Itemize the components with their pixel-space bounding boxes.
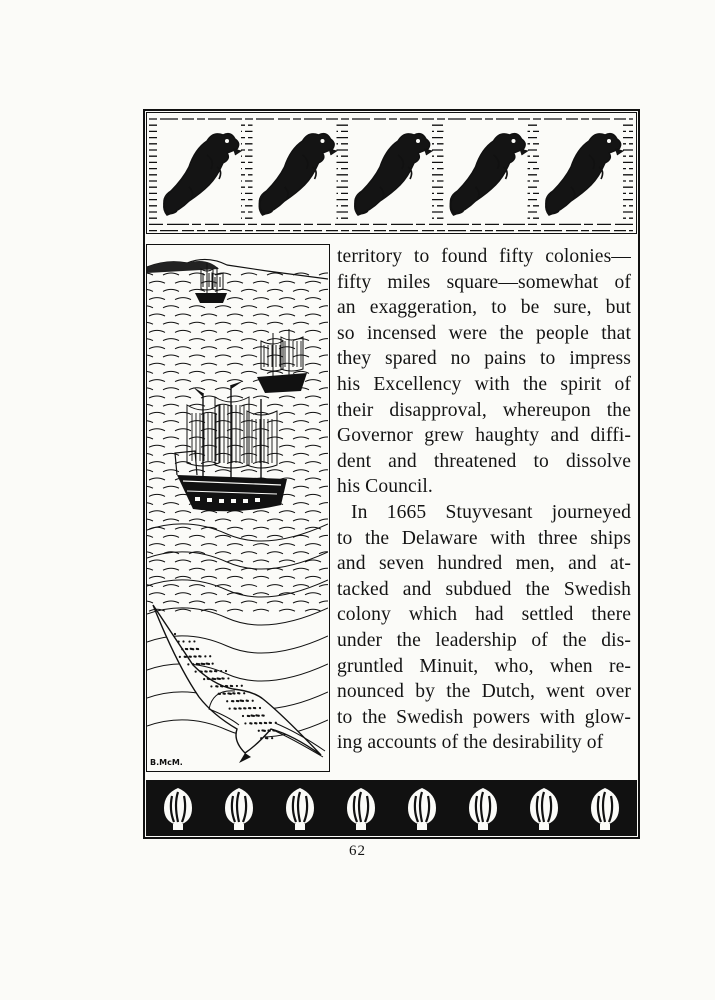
beaver-frieze	[147, 113, 635, 232]
tulip-icon	[530, 788, 558, 830]
ships-illustration	[146, 244, 330, 772]
text-line: tacked and subdued the Swedish	[337, 578, 631, 600]
artist-signature: B.McM.	[150, 758, 183, 767]
tulip-icon	[469, 788, 497, 830]
beaver-icon	[539, 123, 623, 223]
beaver-icon	[157, 123, 241, 223]
text-line: Governor grew haughty and diffi-	[337, 425, 631, 447]
text-line: they spared no pains to impress	[337, 348, 631, 370]
text-line: to the Delaware with three ships	[337, 527, 631, 549]
text-line: ing accounts of the desirability of	[337, 732, 604, 754]
tulip-icon	[286, 788, 314, 830]
tulip-icon	[164, 788, 192, 830]
text-line: so incensed were the people that	[337, 322, 631, 344]
beaver-icon	[348, 123, 432, 223]
ships-and-bird-drawing	[147, 245, 328, 770]
text-line: under the leadership of the dis-	[337, 629, 631, 651]
tulip-icon	[591, 788, 619, 830]
text-line: In 1665 Stuyvesant journeyed	[351, 501, 631, 523]
ship-foreground-icon	[175, 381, 287, 511]
bottom-decorative-border	[146, 780, 637, 836]
text-line: and seven hundred men, and at-	[337, 553, 631, 575]
text-line: colony which had settled there	[337, 604, 631, 626]
text-line: dent and threatened to dissolve	[337, 450, 631, 472]
beaver-icon	[253, 123, 337, 223]
text-line: nounced by the Dutch, went over	[337, 681, 631, 703]
text-line: an exaggeration, to be sure, but	[337, 297, 631, 319]
page-number: 62	[349, 843, 366, 859]
text-line: fifty miles square—somewhat of	[337, 271, 631, 293]
text-line: gruntled Minuit, who, when re-	[337, 655, 631, 677]
text-line: their disapproval, whereupon the	[337, 399, 631, 421]
seabird-icon	[153, 605, 325, 763]
beaver-icon	[444, 123, 528, 223]
tulip-icon	[347, 788, 375, 830]
body-text	[337, 244, 631, 774]
tulip-frieze	[148, 782, 635, 834]
ship-middle-icon	[257, 329, 307, 393]
text-line: to the Swedish powers with glow-	[337, 706, 631, 728]
text-line: his Excellency with the spirit of	[337, 373, 631, 395]
text-line: territory to found fifty colonies—	[337, 246, 631, 267]
tulip-icon	[225, 788, 253, 830]
top-decorative-border	[146, 112, 637, 234]
tulip-icon	[408, 788, 436, 830]
text-line: his Council.	[337, 476, 433, 498]
